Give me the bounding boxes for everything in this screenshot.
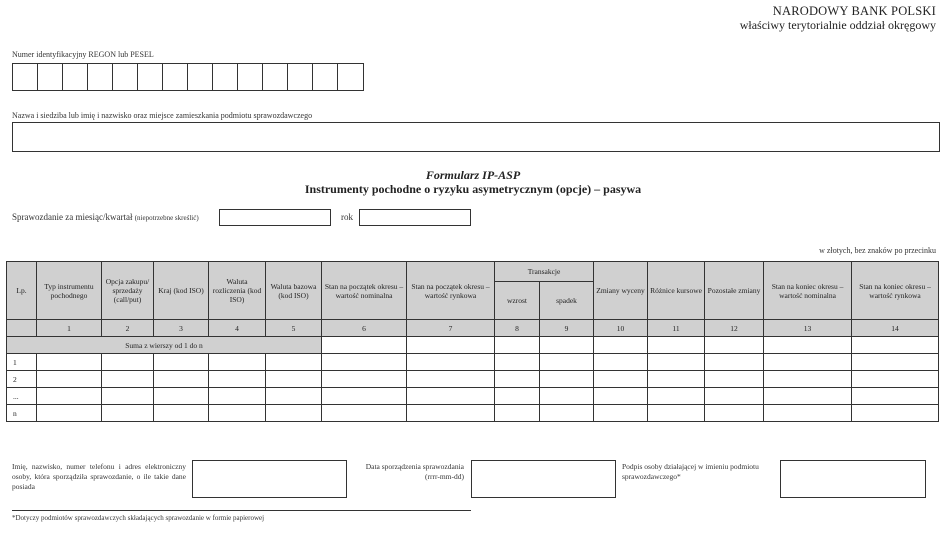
regon-cell[interactable] <box>313 64 338 90</box>
table-cell[interactable] <box>540 388 594 405</box>
table-cell[interactable] <box>322 405 407 422</box>
contact-label: Imię, nazwisko, numer telefonu i adres elektroniczny osoby, która sporządziła sprawozdanie, o ile takie dane posiada <box>12 462 186 491</box>
header-option-type: Opcja zakupu/ sprzedaży (call/put) <box>102 262 154 320</box>
regon-cell[interactable] <box>88 64 113 90</box>
col-number: 4 <box>209 320 266 337</box>
col-number-blank <box>7 320 37 337</box>
regon-cell[interactable] <box>338 64 363 90</box>
table-cell[interactable] <box>648 388 705 405</box>
header-valuation-changes: Zmiany wyceny <box>594 262 648 320</box>
header-base-currency: Waluta bazowa (kod ISO) <box>266 262 322 320</box>
table-cell[interactable] <box>594 371 648 388</box>
table-cell[interactable] <box>102 354 154 371</box>
table-row <box>7 354 939 371</box>
table-cell[interactable] <box>37 405 102 422</box>
row-number: n <box>7 405 37 422</box>
table-cell[interactable] <box>648 337 705 354</box>
col-number: 8 <box>495 320 540 337</box>
header-opening-market: Stan na początek okresu – wartość rynkowa <box>407 262 495 320</box>
table-cell[interactable] <box>852 337 939 354</box>
table-cell[interactable] <box>764 371 852 388</box>
table-cell[interactable] <box>102 388 154 405</box>
col-number: 1 <box>37 320 102 337</box>
table-cell[interactable] <box>495 405 540 422</box>
date-field[interactable] <box>471 460 616 498</box>
col-number: 6 <box>322 320 407 337</box>
table-cell[interactable] <box>154 354 209 371</box>
period-field[interactable] <box>219 209 331 226</box>
table-cell[interactable] <box>322 371 407 388</box>
table-cell[interactable] <box>266 371 322 388</box>
table-cell[interactable] <box>648 405 705 422</box>
period-note: (niepotrzebne skreślić) <box>134 214 199 222</box>
table-cell[interactable] <box>37 354 102 371</box>
table-cell[interactable] <box>705 371 764 388</box>
table-cell[interactable] <box>540 337 594 354</box>
date-label: Data sporządzenia sprawozdania <box>365 462 464 471</box>
table-cell[interactable] <box>594 405 648 422</box>
header-settlement-currency: Waluta rozliczenia (kod ISO) <box>209 262 266 320</box>
regon-cell[interactable] <box>138 64 163 90</box>
table-row <box>7 388 939 405</box>
entity-label: Nazwa i siedziba lub imię i nazwisko oraz miejsce zamieszkania podmiotu sprawozdawczego <box>12 111 313 120</box>
regon-cell[interactable] <box>263 64 288 90</box>
bank-header <box>740 4 936 32</box>
table-cell[interactable] <box>102 371 154 388</box>
header-increase: wzrost <box>495 282 540 320</box>
table-cell[interactable] <box>495 354 540 371</box>
branch-name: właściwy terytorialnie oddział okręgowy <box>739 18 936 32</box>
table-cell[interactable] <box>705 405 764 422</box>
header-fx-differences: Różnice kursowe <box>648 262 705 320</box>
table-cell[interactable] <box>495 337 540 354</box>
date-format: (rrrr-mm-dd) <box>425 472 464 481</box>
table-cell[interactable] <box>154 371 209 388</box>
header-opening-nominal: Stan na początek okresu – wartość nominalna <box>322 262 407 320</box>
footnote: *Dotyczy podmiotów sprawozdawczych składających sprawozdanie w formie papierowej <box>12 514 265 522</box>
table-cell[interactable] <box>594 388 648 405</box>
main-table <box>6 261 939 422</box>
col-number: 7 <box>407 320 495 337</box>
regon-cell[interactable] <box>238 64 263 90</box>
header-decrease: spadek <box>540 282 594 320</box>
table-cell[interactable] <box>705 337 764 354</box>
col-number: 2 <box>102 320 154 337</box>
period-label-block <box>12 212 199 222</box>
table-cell[interactable] <box>594 354 648 371</box>
table-cell[interactable] <box>852 405 939 422</box>
regon-cell[interactable] <box>188 64 213 90</box>
signature-label: Podpis osoby działającej w imieniu podmiotu sprawozdawczego* <box>622 462 759 481</box>
col-number: 9 <box>540 320 594 337</box>
table-cell[interactable] <box>540 405 594 422</box>
table-row <box>7 405 939 422</box>
col-number: 14 <box>852 320 939 337</box>
table-cell[interactable] <box>495 388 540 405</box>
table-cell[interactable] <box>407 337 495 354</box>
regon-cell[interactable] <box>13 64 38 90</box>
table-cell[interactable] <box>209 354 266 371</box>
row-number: ... <box>7 388 37 405</box>
signature-field[interactable] <box>780 460 926 498</box>
table-cell[interactable] <box>764 354 852 371</box>
table-cell[interactable] <box>764 388 852 405</box>
table-cell[interactable] <box>764 405 852 422</box>
header-other-changes: Pozostałe zmiany <box>705 262 764 320</box>
units-note: w złotych, bez znaków po przecinku <box>819 246 936 255</box>
table-cell[interactable] <box>154 405 209 422</box>
col-number: 3 <box>154 320 209 337</box>
table-cell[interactable] <box>407 405 495 422</box>
table-cell[interactable] <box>322 337 407 354</box>
regon-cell[interactable] <box>163 64 188 90</box>
table-cell[interactable] <box>852 371 939 388</box>
table-cell[interactable] <box>209 388 266 405</box>
table-cell[interactable] <box>37 388 102 405</box>
form-subtitle: Instrumenty pochodne o ryzyku asymetrycznym (opcje) – pasywa <box>304 182 642 196</box>
table-cell[interactable] <box>322 354 407 371</box>
col-number: 5 <box>266 320 322 337</box>
row-number: 2 <box>7 371 37 388</box>
year-field[interactable] <box>359 209 471 226</box>
table-cell[interactable] <box>495 371 540 388</box>
col-number: 10 <box>594 320 648 337</box>
row-number: 1 <box>7 354 37 371</box>
table-row <box>7 371 939 388</box>
table-cell[interactable] <box>407 354 495 371</box>
table-cell[interactable] <box>648 354 705 371</box>
col-number: 13 <box>764 320 852 337</box>
header-instrument-type: Typ instrumentu pochodnego <box>37 262 102 320</box>
table-cell[interactable] <box>705 388 764 405</box>
bank-name: NARODOWY BANK POLSKI <box>772 4 936 18</box>
table-cell[interactable] <box>540 354 594 371</box>
table-cell[interactable] <box>764 337 852 354</box>
table-cell[interactable] <box>594 337 648 354</box>
period-label: Sprawozdanie za miesiąc/kwartał <box>12 212 133 222</box>
regon-cell[interactable] <box>113 64 138 90</box>
year-label: rok <box>341 212 353 222</box>
table-cell[interactable] <box>102 405 154 422</box>
table-cell[interactable] <box>266 354 322 371</box>
table-cell[interactable] <box>852 388 939 405</box>
date-label-block <box>352 462 464 482</box>
table-cell[interactable] <box>209 405 266 422</box>
table-cell[interactable] <box>852 354 939 371</box>
header-transactions: Transakcje <box>495 262 594 282</box>
table-cell[interactable] <box>266 405 322 422</box>
footnote-divider <box>12 510 471 511</box>
regon-cell[interactable] <box>288 64 313 90</box>
table-cell[interactable] <box>266 388 322 405</box>
table-cell[interactable] <box>322 388 407 405</box>
table-cell[interactable] <box>209 371 266 388</box>
regon-cell[interactable] <box>63 64 88 90</box>
sum-row-label: Suma z wierszy od 1 do n <box>7 337 322 354</box>
contact-field[interactable] <box>192 460 347 498</box>
regon-cell[interactable] <box>38 64 63 90</box>
table-cell[interactable] <box>37 371 102 388</box>
regon-label: Numer identyfikacyjny REGON lub PESEL <box>12 50 154 59</box>
table-cell[interactable] <box>648 371 705 388</box>
entity-name-field[interactable] <box>12 122 940 152</box>
table-cell[interactable] <box>407 371 495 388</box>
header-closing-market: Stan na koniec okresu – wartość rynkowa <box>852 262 939 320</box>
header-country: Kraj (kod ISO) <box>154 262 209 320</box>
regon-input[interactable] <box>12 63 364 91</box>
form-title: Formularz IP-ASP <box>425 168 521 182</box>
table-cell[interactable] <box>407 388 495 405</box>
col-number: 12 <box>705 320 764 337</box>
table-cell[interactable] <box>154 388 209 405</box>
table-cell[interactable] <box>540 371 594 388</box>
regon-cell[interactable] <box>213 64 238 90</box>
header-lp: Lp. <box>7 262 37 320</box>
table-cell[interactable] <box>705 354 764 371</box>
header-closing-nominal: Stan na koniec okresu – wartość nominalna <box>764 262 852 320</box>
col-number: 11 <box>648 320 705 337</box>
